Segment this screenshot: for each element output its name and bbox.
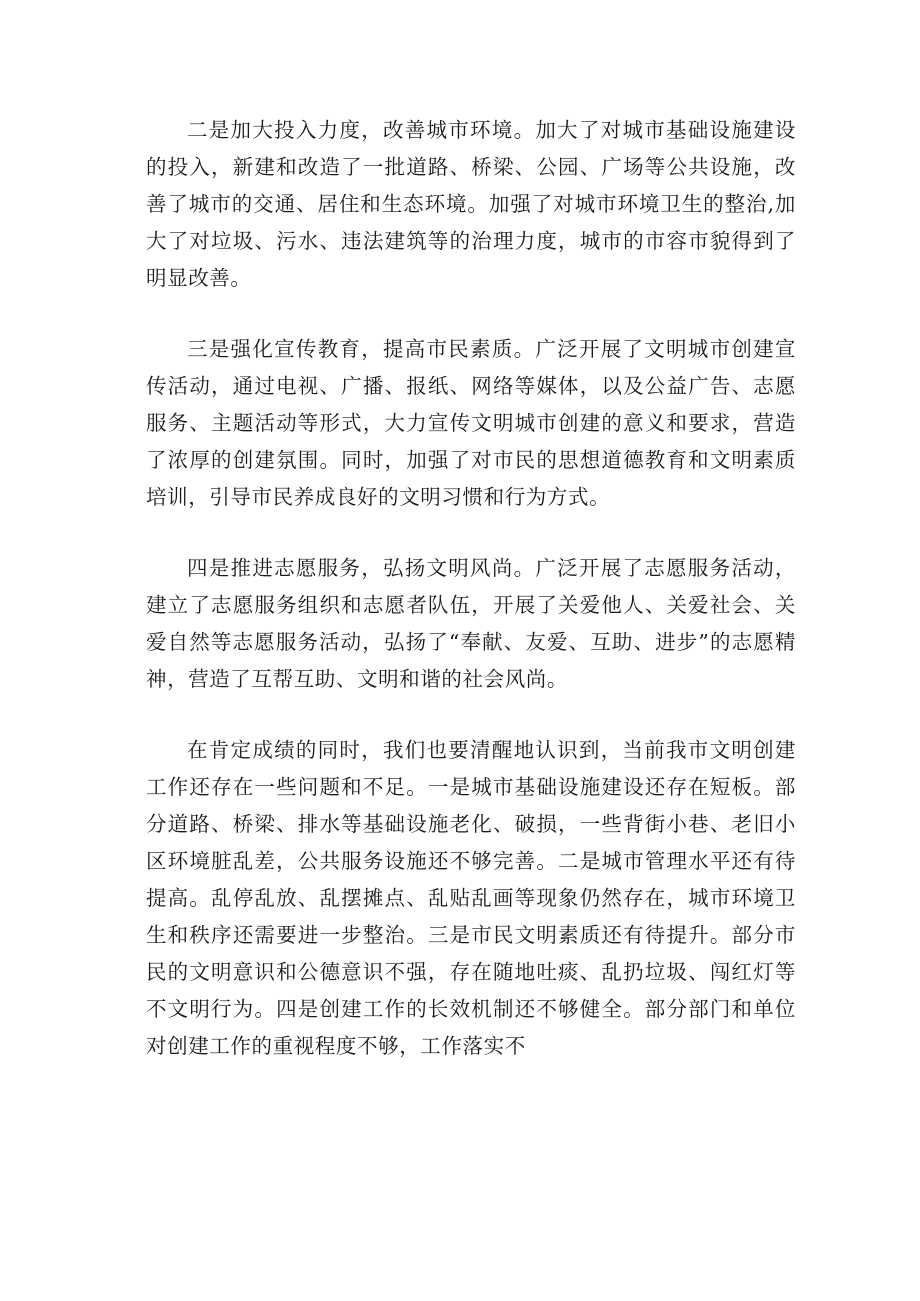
paragraph-publicity-education: 三是强化宣传教育，提高市民素质。广泛开展了文明城市创建宣传活动，通过电视、广播、报纸、网络等媒体，以及公益广告、志愿服务、主题活动等形式，大力宣传文明城市创建的意义和要求，营造了浓厚的创建氛围。同时，加强了对市民的思想道德教育和文明素质培训，引导市民养成良好的文明习惯和行为方式。	[146, 337, 796, 509]
paragraph-infrastructure: 二是加大投入力度，改善城市环境。加大了对城市基础设施建设的投入，新建和改造了一批道路、桥梁、公园、广场等公共设施，改善了城市的交通、居住和生态环境。加强了对城市环境卫生的整治,加大了对垃圾、污水、违法建筑等的治理力度，城市的市容市貌得到了明显改善。	[146, 118, 796, 290]
paragraph-problems-shortcomings: 在肯定成绩的同时，我们也要清醒地认识到，当前我市文明创建工作还存在一些问题和不足。一是城市基础设施建设还存在短板。部分道路、桥梁、排水等基础设施老化、破损，一些背街小巷、老旧小区环境脏乱差，公共服务设施还不够完善。二是城市管理水平还有待提高。乱停乱放、乱摆摊点、乱贴乱画等现象仍然存在，城市环境卫生和秩序还需要进一步整治。三是市民文明素质还有待提升。部分市民的文明意识和公德意识不强，存在随地吐痰、乱扔垃圾、闯红灯等不文明行为。四是创建工作的长效机制还不够健全。部分部门和单位对创建工作的重视程度不够，工作落实不	[146, 738, 796, 1058]
paragraph-volunteer-service: 四是推进志愿服务，弘扬文明风尚。广泛开展了志愿服务活动，建立了志愿服务组织和志愿者队伍，开展了关爱他人、关爱社会、关爱自然等志愿服务活动，弘扬了“奉献、友爱、互助、进步”的志愿精神，营造了互帮互助、文明和谐的社会风尚。	[146, 556, 796, 691]
document-body	[146, 112, 796, 1065]
